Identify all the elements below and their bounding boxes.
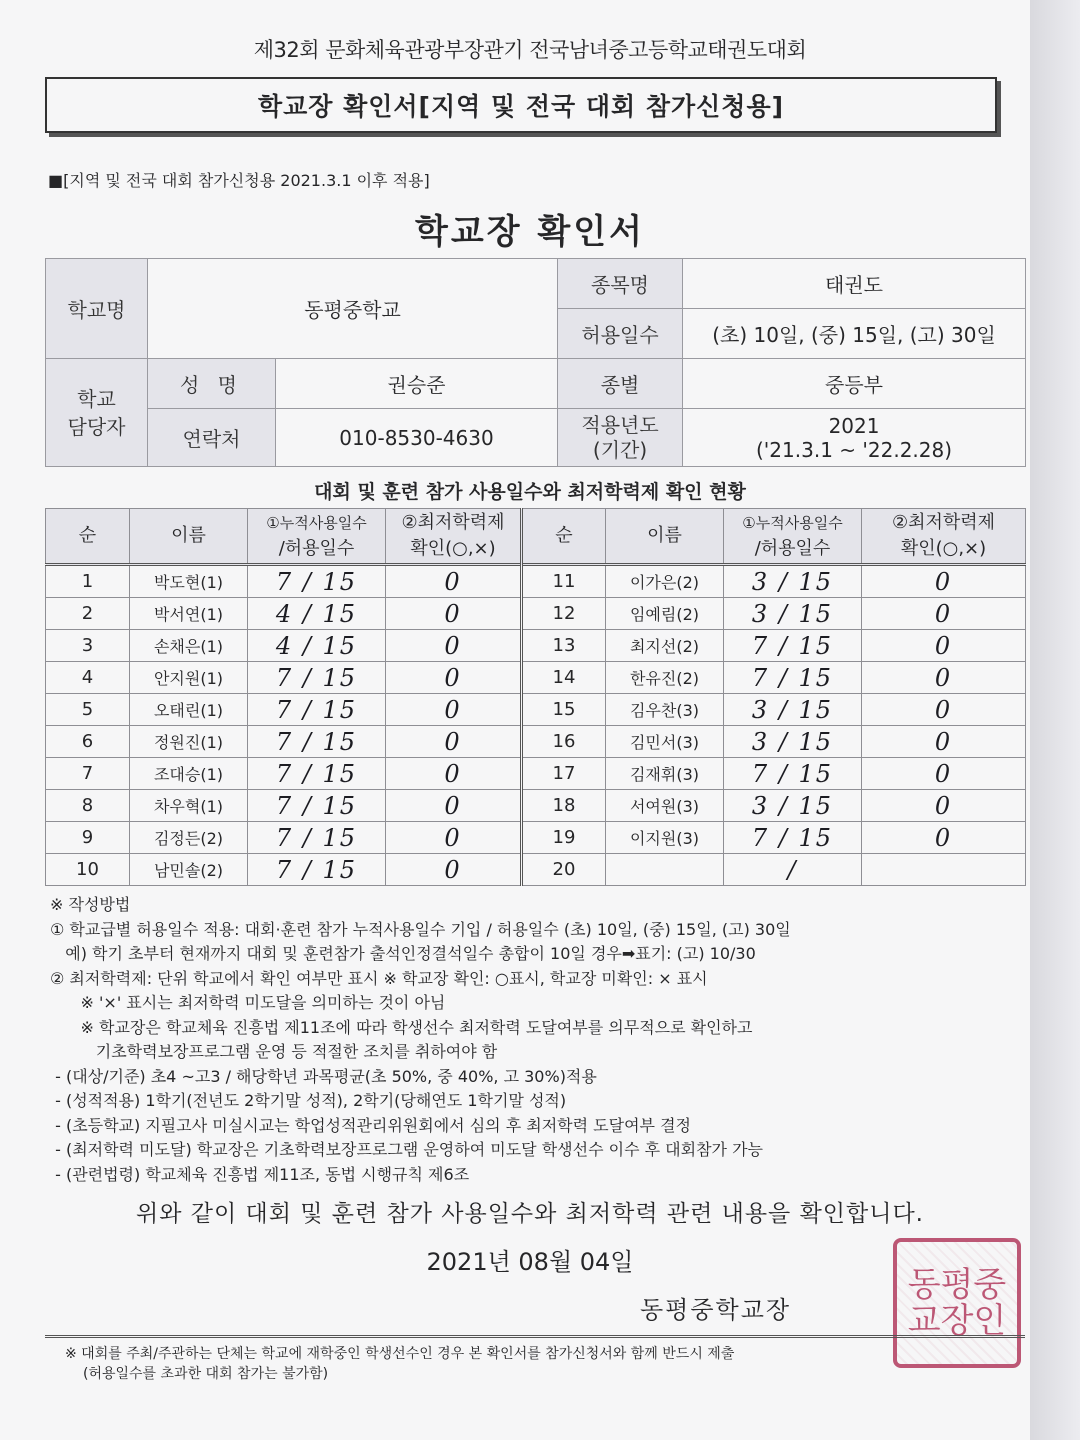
instruction-line: ① 학교급별 허용일수 적용: 대회·훈련 참가 누적사용일수 기입 / 허용일수 (초) 10일, (중) 15일, (고) 30일 xyxy=(50,919,791,939)
seal-lettering: 동평중교장인 xyxy=(907,1267,1007,1339)
academic-check: 0 xyxy=(862,565,1026,598)
student-name: 최지선(2) xyxy=(606,630,724,662)
student-no: 17 xyxy=(522,758,606,790)
header-acad-right: ②최저학력제 확인(○,×) xyxy=(862,509,1026,565)
student-no: 9 xyxy=(46,822,130,854)
footer-line-2: (허용일수를 초과한 대회 참가는 불가함) xyxy=(83,1366,329,1382)
student-no: 3 xyxy=(46,630,130,662)
header-no-right: 순 xyxy=(522,509,606,565)
student-no: 2 xyxy=(46,598,130,630)
student-no: 1 xyxy=(46,565,130,598)
manager-name-value: 권승준 xyxy=(276,359,558,409)
form-title-box xyxy=(45,77,997,133)
roster-row xyxy=(46,598,1026,630)
roster-row xyxy=(46,854,1026,886)
student-name: 차우혁(1) xyxy=(130,790,248,822)
student-name: 김재휘(3) xyxy=(606,758,724,790)
academic-check: 0 xyxy=(862,694,1026,726)
student-no: 6 xyxy=(46,726,130,758)
academic-check: 0 xyxy=(862,662,1026,694)
student-name: 박서연(1) xyxy=(130,598,248,630)
student-name: 조대승(1) xyxy=(130,758,248,790)
days-used: 4 / 15 xyxy=(248,598,386,630)
student-name xyxy=(606,854,724,886)
academic-check: 0 xyxy=(386,662,522,694)
days-used: 7 / 15 xyxy=(724,822,862,854)
student-name: 이가은(2) xyxy=(606,565,724,598)
roster-row xyxy=(46,694,1026,726)
contact-value: 010-8530-4630 xyxy=(276,409,558,467)
student-no: 4 xyxy=(46,662,130,694)
days-used: / xyxy=(724,854,862,886)
header-days-right: ①누적사용일수 /허용일수 xyxy=(724,509,862,565)
event-value: 태권도 xyxy=(683,259,1026,309)
period-label: 적용년도 (기간) xyxy=(558,409,683,467)
academic-check: 0 xyxy=(386,822,522,854)
student-no: 19 xyxy=(522,822,606,854)
period-value xyxy=(683,409,1026,467)
academic-check: 0 xyxy=(386,758,522,790)
student-name: 김정든(2) xyxy=(130,822,248,854)
instructions xyxy=(50,893,1010,1187)
academic-check: 0 xyxy=(862,822,1026,854)
division-value: 중등부 xyxy=(683,359,1026,409)
allowed-days-value: (초) 10일, (중) 15일, (고) 30일 xyxy=(683,309,1026,359)
division-label: 종별 xyxy=(558,359,683,409)
student-no: 11 xyxy=(522,565,606,598)
instruction-line: ※ 학교장은 학교체육 진흥법 제11조에 따라 학생선수 최저학력 도달여부를 의무적으로 확인하고 xyxy=(50,1017,753,1037)
academic-check: 0 xyxy=(862,790,1026,822)
student-no: 8 xyxy=(46,790,130,822)
student-name: 김우찬(3) xyxy=(606,694,724,726)
instruction-line: ※ '×' 표시는 최저학력 미도달을 의미하는 것이 아님 xyxy=(50,993,446,1012)
header-acad-left: ②최저학력제 확인(○,×) xyxy=(386,509,522,565)
student-name: 임예림(2) xyxy=(606,598,724,630)
student-no: 10 xyxy=(46,854,130,886)
contact-label: 연락처 xyxy=(148,409,276,467)
period-year: 2021 xyxy=(828,413,880,438)
days-used: 3 / 15 xyxy=(724,790,862,822)
roster-row xyxy=(46,565,1026,598)
student-name: 한유진(2) xyxy=(606,662,724,694)
competition-title: 제32회 문화체육관광부장관기 전국남녀중고등학교태권도대회 xyxy=(253,38,807,62)
student-name: 오태린(1) xyxy=(130,694,248,726)
days-used: 7 / 15 xyxy=(248,662,386,694)
form-title: 학교장 확인서[지역 및 전국 대회 참가신청용] xyxy=(257,92,785,121)
student-no: 18 xyxy=(522,790,606,822)
header-no-left: 순 xyxy=(46,509,130,565)
student-name: 남민솔(2) xyxy=(130,854,248,886)
student-no: 20 xyxy=(522,854,606,886)
days-used: 7 / 15 xyxy=(248,854,386,886)
roster-row xyxy=(46,662,1026,694)
roster-table xyxy=(45,508,1026,886)
student-name: 이지원(3) xyxy=(606,822,724,854)
student-no: 13 xyxy=(522,630,606,662)
student-no: 12 xyxy=(522,598,606,630)
academic-check: 0 xyxy=(386,565,522,598)
days-used: 7 / 15 xyxy=(724,630,862,662)
days-used: 7 / 15 xyxy=(248,565,386,598)
instruction-line: - (관련법령) 학교체육 진흥법 제11조, 동법 시행규칙 제6조 xyxy=(50,1164,470,1184)
instruction-line: ② 최저학력제: 단위 학교에서 확인 여부만 표시 ※ 학교장 확인: ○표시, 학교장 미확인: × 표시 xyxy=(50,968,708,988)
instruction-line: - (대상/기준) 초4 ~고3 / 해당학년 과목평균(초 50%, 중 40%, 고 30%)적용 xyxy=(50,1066,597,1086)
days-used: 7 / 15 xyxy=(248,726,386,758)
days-used: 3 / 15 xyxy=(724,726,862,758)
academic-check: 0 xyxy=(386,854,522,886)
days-used: 3 / 15 xyxy=(724,598,862,630)
event-label: 종목명 xyxy=(558,259,683,309)
info-table xyxy=(45,258,1026,467)
academic-check: 0 xyxy=(862,598,1026,630)
school-value: 동평중학교 xyxy=(148,259,558,359)
academic-check: 0 xyxy=(862,630,1026,662)
roster-header-row xyxy=(46,509,1026,565)
student-name: 박도현(1) xyxy=(130,565,248,598)
roster-row xyxy=(46,726,1026,758)
footer-line-1: ※ 대회를 주최/주관하는 단체는 학교에 재학중인 학생선수인 경우 본 확인서를 참가신청서와 함께 반드시 제출 xyxy=(65,1346,735,1362)
days-used: 7 / 15 xyxy=(724,758,862,790)
footer-note xyxy=(65,1344,1025,1384)
days-used: 7 / 15 xyxy=(248,694,386,726)
academic-check xyxy=(862,854,1026,886)
days-used: 3 / 15 xyxy=(724,694,862,726)
header-days-left: ①누적사용일수 /허용일수 xyxy=(248,509,386,565)
header-name-left: 이름 xyxy=(130,509,248,565)
roster-row xyxy=(46,758,1026,790)
academic-check: 0 xyxy=(862,726,1026,758)
instruction-line: - (최저학력 미도달) 학교장은 기초학력보장프로그램 운영하여 미도달 학생선수 이수 후 대회참가 가능 xyxy=(50,1140,763,1159)
period-range: ('21.3.1 ~ '22.2.28) xyxy=(756,437,953,462)
footer-divider xyxy=(45,1335,1025,1338)
main-title: 학교장 확인서 xyxy=(415,212,645,252)
student-no: 15 xyxy=(522,694,606,726)
days-used: 7 / 15 xyxy=(248,822,386,854)
allowed-days-label: 허용일수 xyxy=(558,309,683,359)
academic-check: 0 xyxy=(386,598,522,630)
days-used: 4 / 15 xyxy=(248,630,386,662)
instruction-line: ※ 작성방법 xyxy=(50,895,131,914)
school-label: 학교명 xyxy=(46,259,148,359)
days-used: 7 / 15 xyxy=(248,758,386,790)
application-note: ■[지역 및 전국 대회 참가신청용 2021.3.1 이후 적용] xyxy=(48,171,430,190)
roster-section-title: 대회 및 훈련 참가 사용일수와 최저학력제 확인 현황 xyxy=(314,481,746,503)
student-no: 5 xyxy=(46,694,130,726)
days-used: 7 / 15 xyxy=(724,662,862,694)
academic-check: 0 xyxy=(386,726,522,758)
instruction-line: - (성적적용) 1학기(전년도 2학기말 성적), 2학기(당해연도 1학기말 성적) xyxy=(50,1091,567,1110)
roster-row xyxy=(46,790,1026,822)
academic-check: 0 xyxy=(386,630,522,662)
student-name: 서여원(3) xyxy=(606,790,724,822)
days-used: 3 / 15 xyxy=(724,565,862,598)
student-name: 손채은(1) xyxy=(130,630,248,662)
student-no: 14 xyxy=(522,662,606,694)
roster-row xyxy=(46,822,1026,854)
principal-title: 동평중학교장 xyxy=(640,1296,792,1324)
instruction-line: 기초학력보장프로그램 운영 등 적절한 조치를 취하여야 함 xyxy=(50,1042,498,1061)
days-used: 7 / 15 xyxy=(248,790,386,822)
manager-name-label: 성 명 xyxy=(148,359,276,409)
student-name: 김민서(3) xyxy=(606,726,724,758)
confirmation-statement: 위와 같이 대회 및 훈련 참가 사용일수와 최저학력 관련 내용을 확인합니다. xyxy=(136,1201,924,1227)
instruction-line: - (초등학교) 지필고사 미실시교는 학업성적관리위원회에서 심의 후 최저학력 도달여부 결정 xyxy=(50,1115,691,1135)
roster-row xyxy=(46,630,1026,662)
header-name-right: 이름 xyxy=(606,509,724,565)
student-no: 7 xyxy=(46,758,130,790)
academic-check: 0 xyxy=(862,758,1026,790)
student-name: 안지원(1) xyxy=(130,662,248,694)
academic-check: 0 xyxy=(386,790,522,822)
manager-label: 학교 담당자 xyxy=(46,359,148,467)
academic-check: 0 xyxy=(386,694,522,726)
student-name: 정원진(1) xyxy=(130,726,248,758)
student-no: 16 xyxy=(522,726,606,758)
instruction-line: 예) 학기 초부터 현재까지 대회 및 훈련참가 출석인정결석일수 총합이 10일 경우➡표기: (고) 10/30 xyxy=(50,944,756,963)
signature-date: 2021년 08월 04일 xyxy=(426,1248,634,1276)
